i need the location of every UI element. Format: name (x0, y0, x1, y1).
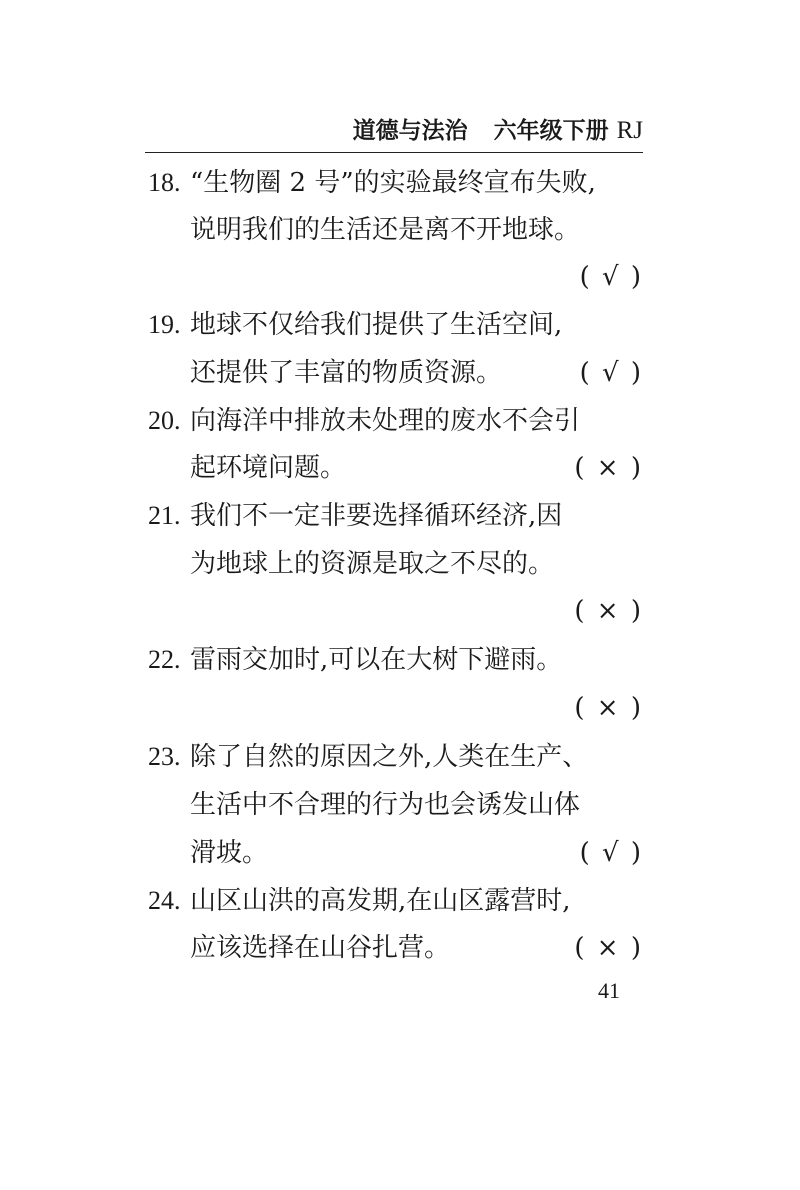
edition-label: RJ (616, 117, 643, 144)
answer-mark: ( × ) (574, 933, 643, 963)
item-20-line-2 (190, 450, 643, 486)
item-text: 还提供了丰富的物质资源。 (190, 358, 503, 388)
item-23-line-2 (190, 787, 643, 823)
item-text: 说明我们的生活还是离不开地球。 (190, 215, 581, 245)
item-number: 20. (148, 406, 181, 435)
item-text: 起环境问题。 (190, 453, 347, 483)
item-18-line-2 (190, 212, 643, 248)
item-23-line-1 (148, 739, 643, 775)
answer-mark: ( × ) (574, 453, 643, 483)
item-number: 19. (148, 310, 181, 339)
grade-title: 六年级下册 (493, 118, 609, 144)
item-20-line-1 (148, 403, 643, 439)
page-number: 41 (598, 978, 620, 1003)
item-text: 应该选择在山谷扎营。 (190, 933, 451, 963)
item-number: 21. (148, 501, 181, 530)
item-19-line-1 (148, 307, 643, 343)
item-18-line-1 (148, 165, 643, 201)
item-text: 地球不仅给我们提供了生活空间, (190, 310, 563, 340)
answer-mark: ( × ) (574, 596, 643, 626)
item-number: 18. (148, 168, 181, 197)
item-21-line-2 (190, 546, 643, 582)
item-text: 滑坡。 (190, 838, 269, 868)
item-number: 24. (148, 886, 181, 915)
item-text: 生活中不合理的行为也会诱发山体 (190, 790, 581, 820)
item-23-line-3 (190, 835, 643, 871)
page-header (145, 112, 643, 145)
item-19-line-2 (190, 355, 643, 391)
answer-mark: ( √ ) (579, 358, 643, 388)
header-rule (145, 152, 643, 153)
answer-mark: ( √ ) (579, 838, 643, 868)
item-text: 向海洋中排放未处理的废水不会引 (190, 406, 581, 436)
item-21-line-1 (148, 498, 643, 534)
item-text: 雷雨交加时,可以在大树下避雨。 (190, 645, 563, 675)
item-number: 22. (148, 645, 181, 674)
subject-title: 道德与法治 (352, 118, 468, 144)
item-text: “生物圈 2 号”的实验最终宣布失败, (190, 168, 596, 198)
item-22-line-1 (148, 642, 643, 678)
item-24-line-2 (190, 930, 643, 966)
answer-mark: ( √ ) (579, 262, 643, 292)
item-text: 为地球上的资源是取之不尽的。 (190, 549, 555, 579)
item-text: 除了自然的原因之外,人类在生产、 (190, 742, 589, 772)
answer-mark: ( × ) (574, 693, 643, 723)
item-text: 我们不一定非要选择循环经济,因 (190, 501, 563, 531)
item-24-line-1 (148, 883, 643, 919)
item-number: 23. (148, 742, 181, 771)
item-text: 山区山洪的高发期,在山区露营时, (190, 886, 571, 916)
